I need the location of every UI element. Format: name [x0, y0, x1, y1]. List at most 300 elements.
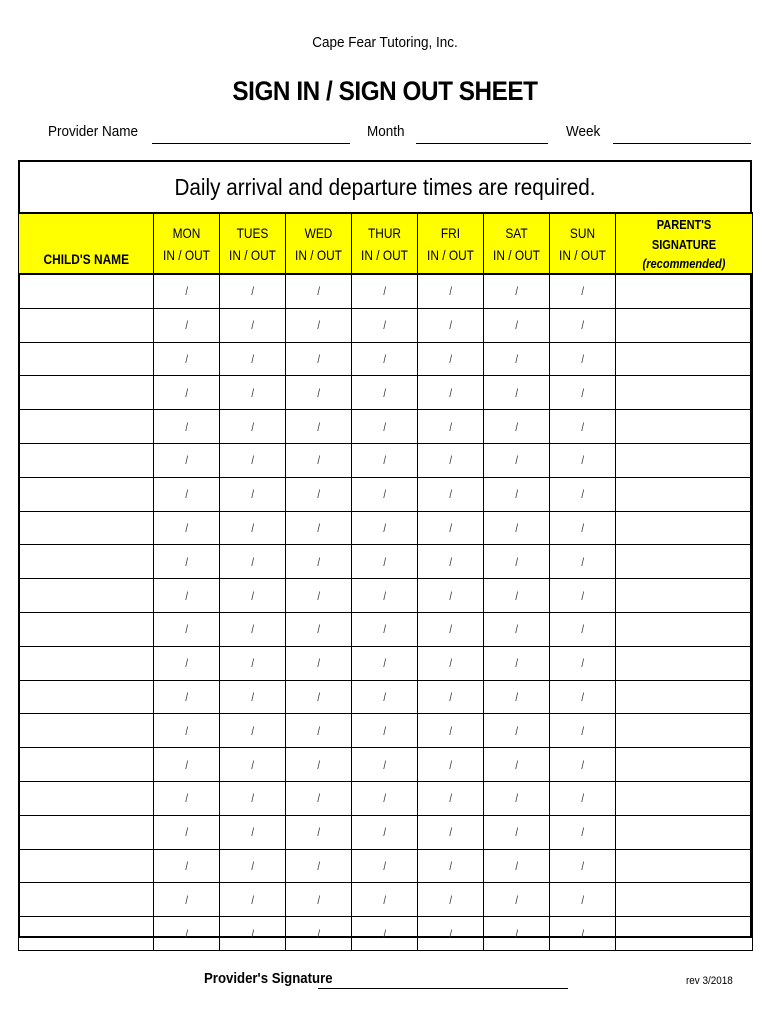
- table-row: [19, 545, 753, 579]
- time-cell-sun[interactable]: [550, 579, 616, 613]
- parent-signature-cell[interactable]: [616, 410, 753, 444]
- child-name-cell[interactable]: [19, 342, 154, 376]
- in-out-separator: /: [383, 791, 386, 806]
- time-cell-sun[interactable]: [550, 342, 616, 376]
- time-cell-thur[interactable]: [352, 917, 418, 951]
- time-cell-wed[interactable]: [286, 308, 352, 342]
- time-cell-sat[interactable]: [484, 443, 550, 477]
- in-out-separator: /: [449, 723, 452, 738]
- time-cell-mon[interactable]: [154, 545, 220, 579]
- in-out-separator: /: [383, 554, 386, 569]
- time-cell-sun[interactable]: [550, 714, 616, 748]
- in-out-separator: /: [383, 284, 386, 299]
- time-cell-sat[interactable]: [484, 376, 550, 410]
- parents-signature-header: PARENT'S SIGNATURE (recommended): [616, 213, 753, 274]
- time-cell-wed[interactable]: [286, 883, 352, 917]
- time-cell-mon[interactable]: [154, 274, 220, 308]
- in-out-separator: /: [185, 892, 188, 907]
- in-out-separator: /: [449, 385, 452, 400]
- in-out-separator: /: [515, 791, 518, 806]
- time-cell-fri[interactable]: [418, 579, 484, 613]
- time-cell-thur[interactable]: [352, 579, 418, 613]
- time-cell-fri[interactable]: [418, 342, 484, 376]
- time-cell-thur[interactable]: [352, 308, 418, 342]
- time-cell-sun[interactable]: [550, 443, 616, 477]
- child-name-cell[interactable]: [19, 714, 154, 748]
- in-out-separator: /: [449, 284, 452, 299]
- in-out-separator: /: [251, 588, 254, 603]
- table-header-row: [19, 213, 753, 274]
- time-cell-sun[interactable]: [550, 680, 616, 714]
- time-cell-mon[interactable]: [154, 748, 220, 782]
- table-row: [19, 410, 753, 444]
- table-row: [19, 612, 753, 646]
- time-cell-wed[interactable]: [286, 511, 352, 545]
- in-out-separator: /: [185, 588, 188, 603]
- parent-signature-cell[interactable]: [616, 545, 753, 579]
- time-cell-thur[interactable]: [352, 511, 418, 545]
- in-out-separator: /: [383, 825, 386, 840]
- time-cell-mon[interactable]: [154, 443, 220, 477]
- parent-signature-cell[interactable]: [616, 612, 753, 646]
- time-cell-sat[interactable]: [484, 917, 550, 951]
- in-out-separator: /: [581, 453, 584, 468]
- time-cell-thur[interactable]: [352, 612, 418, 646]
- day-header-sun: SUN IN / OUT: [550, 213, 616, 274]
- in-out-separator: /: [251, 453, 254, 468]
- child-name-cell[interactable]: [19, 376, 154, 410]
- in-out-separator: /: [449, 351, 452, 366]
- child-name-cell[interactable]: [19, 748, 154, 782]
- in-out-separator: /: [251, 757, 254, 772]
- in-out-separator: /: [251, 825, 254, 840]
- time-cell-sat[interactable]: [484, 646, 550, 680]
- time-cell-fri[interactable]: [418, 714, 484, 748]
- time-cell-mon[interactable]: [154, 883, 220, 917]
- in-out-separator: /: [185, 351, 188, 366]
- time-cell-fri[interactable]: [418, 511, 484, 545]
- time-cell-fri[interactable]: [418, 849, 484, 883]
- day-header-thur: THUR IN / OUT: [352, 213, 418, 274]
- child-name-cell[interactable]: [19, 545, 154, 579]
- in-out-separator: /: [515, 385, 518, 400]
- table-row: [19, 579, 753, 613]
- table-row: [19, 883, 753, 917]
- time-cell-fri[interactable]: [418, 680, 484, 714]
- in-out-separator: /: [581, 723, 584, 738]
- time-cell-sat[interactable]: [484, 410, 550, 444]
- time-cell-fri[interactable]: [418, 781, 484, 815]
- in-out-separator: /: [317, 351, 320, 366]
- time-cell-thur[interactable]: [352, 883, 418, 917]
- time-cell-tues[interactable]: [220, 410, 286, 444]
- in-out-separator: /: [317, 554, 320, 569]
- time-cell-wed[interactable]: [286, 612, 352, 646]
- time-cell-mon[interactable]: [154, 714, 220, 748]
- parent-signature-cell[interactable]: [616, 680, 753, 714]
- time-cell-tues[interactable]: [220, 545, 286, 579]
- time-cell-wed[interactable]: [286, 376, 352, 410]
- child-name-cell[interactable]: [19, 477, 154, 511]
- in-out-separator: /: [185, 385, 188, 400]
- in-out-separator: /: [317, 656, 320, 671]
- time-cell-thur[interactable]: [352, 849, 418, 883]
- in-out-separator: /: [185, 723, 188, 738]
- in-out-separator: /: [449, 520, 452, 535]
- time-cell-mon[interactable]: [154, 815, 220, 849]
- in-out-separator: /: [317, 520, 320, 535]
- providers-signature-field[interactable]: [318, 988, 568, 989]
- in-out-separator: /: [317, 487, 320, 502]
- table-row: [19, 917, 753, 951]
- time-cell-sat[interactable]: [484, 579, 550, 613]
- time-cell-wed[interactable]: [286, 646, 352, 680]
- in-out-separator: /: [581, 351, 584, 366]
- time-cell-tues[interactable]: [220, 443, 286, 477]
- table-row: [19, 680, 753, 714]
- in-out-separator: /: [515, 825, 518, 840]
- in-out-separator: /: [581, 284, 584, 299]
- child-name-cell[interactable]: [19, 815, 154, 849]
- parent-signature-cell[interactable]: [616, 511, 753, 545]
- in-out-separator: /: [185, 453, 188, 468]
- in-out-separator: /: [185, 757, 188, 772]
- in-out-separator: /: [383, 723, 386, 738]
- time-cell-tues[interactable]: [220, 646, 286, 680]
- time-cell-wed[interactable]: [286, 781, 352, 815]
- parent-signature-cell[interactable]: [616, 477, 753, 511]
- time-cell-sat[interactable]: [484, 748, 550, 782]
- in-out-separator: /: [383, 385, 386, 400]
- child-name-cell[interactable]: [19, 579, 154, 613]
- time-cell-sat[interactable]: [484, 680, 550, 714]
- parent-signature-cell[interactable]: [616, 781, 753, 815]
- in-out-separator: /: [581, 689, 584, 704]
- time-cell-sun[interactable]: [550, 815, 616, 849]
- child-name-cell[interactable]: [19, 781, 154, 815]
- revision-note: rev 3/2018: [686, 975, 733, 987]
- time-cell-tues[interactable]: [220, 849, 286, 883]
- time-cell-sat[interactable]: [484, 477, 550, 511]
- time-cell-sun[interactable]: [550, 545, 616, 579]
- child-name-cell[interactable]: [19, 612, 154, 646]
- time-cell-mon[interactable]: [154, 646, 220, 680]
- child-name-cell[interactable]: [19, 274, 154, 308]
- time-cell-wed[interactable]: [286, 849, 352, 883]
- in-out-separator: /: [251, 419, 254, 434]
- in-out-separator: /: [515, 858, 518, 873]
- day-header-mon: MON IN / OUT: [154, 213, 220, 274]
- time-cell-fri[interactable]: [418, 274, 484, 308]
- time-cell-thur[interactable]: [352, 646, 418, 680]
- time-cell-sat[interactable]: [484, 849, 550, 883]
- month-field[interactable]: [416, 143, 548, 144]
- time-cell-mon[interactable]: [154, 376, 220, 410]
- time-cell-tues[interactable]: [220, 917, 286, 951]
- parent-signature-cell[interactable]: [616, 376, 753, 410]
- time-cell-mon[interactable]: [154, 342, 220, 376]
- in-out-separator: /: [581, 520, 584, 535]
- time-cell-fri[interactable]: [418, 410, 484, 444]
- week-label: Week: [566, 123, 601, 140]
- page-title: SIGN IN / SIGN OUT SHEET: [232, 76, 538, 106]
- in-out-separator: /: [317, 588, 320, 603]
- in-out-separator: /: [185, 791, 188, 806]
- time-cell-tues[interactable]: [220, 748, 286, 782]
- time-cell-sun[interactable]: [550, 849, 616, 883]
- day-header-wed: WED IN / OUT: [286, 213, 352, 274]
- in-out-separator: /: [383, 892, 386, 907]
- in-out-separator: /: [185, 858, 188, 873]
- in-out-separator: /: [449, 892, 452, 907]
- in-out-separator: /: [185, 318, 188, 333]
- time-cell-sun[interactable]: [550, 781, 616, 815]
- time-cell-thur[interactable]: [352, 545, 418, 579]
- in-out-separator: /: [251, 487, 254, 502]
- time-cell-wed[interactable]: [286, 274, 352, 308]
- time-cell-tues[interactable]: [220, 680, 286, 714]
- time-cell-thur[interactable]: [352, 477, 418, 511]
- in-out-separator: /: [185, 419, 188, 434]
- in-out-separator: /: [383, 351, 386, 366]
- time-cell-mon[interactable]: [154, 680, 220, 714]
- in-out-separator: /: [581, 419, 584, 434]
- in-out-separator: /: [383, 520, 386, 535]
- time-cell-mon[interactable]: [154, 849, 220, 883]
- time-cell-sat[interactable]: [484, 342, 550, 376]
- parent-signature-cell[interactable]: [616, 342, 753, 376]
- in-out-separator: /: [515, 520, 518, 535]
- child-name-cell[interactable]: [19, 410, 154, 444]
- time-cell-thur[interactable]: [352, 748, 418, 782]
- in-out-separator: /: [383, 622, 386, 637]
- time-cell-sat[interactable]: [484, 511, 550, 545]
- in-out-separator: /: [515, 284, 518, 299]
- in-out-separator: /: [515, 892, 518, 907]
- in-out-separator: /: [317, 858, 320, 873]
- time-cell-fri[interactable]: [418, 443, 484, 477]
- in-out-separator: /: [383, 487, 386, 502]
- in-out-separator: /: [251, 622, 254, 637]
- time-cell-wed[interactable]: [286, 579, 352, 613]
- parent-signature-cell[interactable]: [616, 443, 753, 477]
- time-cell-thur[interactable]: [352, 410, 418, 444]
- time-cell-wed[interactable]: [286, 680, 352, 714]
- table-row: [19, 511, 753, 545]
- time-cell-tues[interactable]: [220, 342, 286, 376]
- time-cell-sun[interactable]: [550, 308, 616, 342]
- table-row: [19, 342, 753, 376]
- time-cell-thur[interactable]: [352, 781, 418, 815]
- in-out-separator: /: [515, 757, 518, 772]
- in-out-separator: /: [581, 318, 584, 333]
- parent-signature-cell[interactable]: [616, 274, 753, 308]
- time-cell-sun[interactable]: [550, 376, 616, 410]
- time-cell-sun[interactable]: [550, 511, 616, 545]
- time-cell-wed[interactable]: [286, 917, 352, 951]
- time-cell-fri[interactable]: [418, 477, 484, 511]
- time-cell-mon[interactable]: [154, 612, 220, 646]
- in-out-separator: /: [185, 554, 188, 569]
- in-out-separator: /: [383, 689, 386, 704]
- time-cell-sat[interactable]: [484, 612, 550, 646]
- parent-signature-cell[interactable]: [616, 815, 753, 849]
- parent-signature-cell[interactable]: [616, 646, 753, 680]
- time-cell-sat[interactable]: [484, 883, 550, 917]
- time-cell-thur[interactable]: [352, 376, 418, 410]
- time-cell-tues[interactable]: [220, 511, 286, 545]
- time-cell-wed[interactable]: [286, 714, 352, 748]
- in-out-separator: /: [515, 926, 518, 941]
- time-cell-sun[interactable]: [550, 410, 616, 444]
- in-out-separator: /: [581, 757, 584, 772]
- time-cell-mon[interactable]: [154, 477, 220, 511]
- time-cell-sat[interactable]: [484, 815, 550, 849]
- time-cell-thur[interactable]: [352, 443, 418, 477]
- time-cell-fri[interactable]: [418, 545, 484, 579]
- parent-signature-cell[interactable]: [616, 748, 753, 782]
- child-name-cell[interactable]: [19, 443, 154, 477]
- in-out-separator: /: [449, 554, 452, 569]
- time-cell-sun[interactable]: [550, 646, 616, 680]
- parent-signature-cell[interactable]: [616, 849, 753, 883]
- provider-name-field[interactable]: [152, 143, 350, 144]
- time-cell-fri[interactable]: [418, 646, 484, 680]
- in-out-separator: /: [449, 689, 452, 704]
- in-out-separator: /: [449, 318, 452, 333]
- child-name-cell[interactable]: [19, 917, 154, 951]
- time-cell-wed[interactable]: [286, 477, 352, 511]
- time-cell-mon[interactable]: [154, 917, 220, 951]
- in-out-separator: /: [317, 892, 320, 907]
- in-out-separator: /: [581, 656, 584, 671]
- child-name-cell[interactable]: [19, 680, 154, 714]
- time-cell-tues[interactable]: [220, 579, 286, 613]
- in-out-separator: /: [185, 656, 188, 671]
- in-out-separator: /: [581, 622, 584, 637]
- time-cell-sat[interactable]: [484, 545, 550, 579]
- in-out-separator: /: [317, 723, 320, 738]
- time-cell-tues[interactable]: [220, 883, 286, 917]
- table-row: [19, 849, 753, 883]
- time-cell-tues[interactable]: [220, 781, 286, 815]
- month-label: Month: [367, 123, 405, 140]
- time-cell-fri[interactable]: [418, 308, 484, 342]
- in-out-separator: /: [515, 723, 518, 738]
- time-cell-sun[interactable]: [550, 612, 616, 646]
- time-cell-sun[interactable]: [550, 917, 616, 951]
- in-out-separator: /: [449, 825, 452, 840]
- time-cell-wed[interactable]: [286, 545, 352, 579]
- time-cell-tues[interactable]: [220, 612, 286, 646]
- time-cell-mon[interactable]: [154, 308, 220, 342]
- in-out-separator: /: [581, 892, 584, 907]
- in-out-separator: /: [251, 723, 254, 738]
- time-cell-tues[interactable]: [220, 376, 286, 410]
- in-out-separator: /: [449, 588, 452, 603]
- in-out-separator: /: [449, 926, 452, 941]
- in-out-separator: /: [515, 622, 518, 637]
- time-cell-sun[interactable]: [550, 274, 616, 308]
- in-out-separator: /: [383, 419, 386, 434]
- time-cell-thur[interactable]: [352, 680, 418, 714]
- parent-signature-cell[interactable]: [616, 308, 753, 342]
- time-cell-thur[interactable]: [352, 714, 418, 748]
- time-cell-wed[interactable]: [286, 815, 352, 849]
- time-cell-thur[interactable]: [352, 342, 418, 376]
- time-cell-sun[interactable]: [550, 883, 616, 917]
- parent-signature-cell[interactable]: [616, 883, 753, 917]
- parent-signature-cell[interactable]: [616, 579, 753, 613]
- table-row: [19, 376, 753, 410]
- time-cell-wed[interactable]: [286, 443, 352, 477]
- time-cell-sat[interactable]: [484, 308, 550, 342]
- in-out-separator: /: [383, 926, 386, 941]
- in-out-separator: /: [185, 487, 188, 502]
- time-cell-wed[interactable]: [286, 748, 352, 782]
- time-cell-thur[interactable]: [352, 815, 418, 849]
- time-cell-tues[interactable]: [220, 308, 286, 342]
- child-name-cell[interactable]: [19, 849, 154, 883]
- time-cell-wed[interactable]: [286, 410, 352, 444]
- in-out-separator: /: [251, 926, 254, 941]
- time-cell-fri[interactable]: [418, 376, 484, 410]
- time-cell-tues[interactable]: [220, 815, 286, 849]
- time-cell-mon[interactable]: [154, 511, 220, 545]
- time-cell-sat[interactable]: [484, 781, 550, 815]
- time-cell-wed[interactable]: [286, 342, 352, 376]
- in-out-separator: /: [515, 588, 518, 603]
- time-cell-tues[interactable]: [220, 274, 286, 308]
- week-field[interactable]: [613, 143, 751, 144]
- time-cell-sat[interactable]: [484, 274, 550, 308]
- time-cell-sun[interactable]: [550, 477, 616, 511]
- in-out-separator: /: [449, 622, 452, 637]
- child-name-cell[interactable]: [19, 308, 154, 342]
- time-cell-mon[interactable]: [154, 781, 220, 815]
- in-out-separator: /: [449, 419, 452, 434]
- in-out-separator: /: [449, 487, 452, 502]
- in-out-separator: /: [581, 858, 584, 873]
- time-cell-mon[interactable]: [154, 579, 220, 613]
- in-out-separator: /: [251, 351, 254, 366]
- in-out-separator: /: [251, 791, 254, 806]
- time-cell-mon[interactable]: [154, 410, 220, 444]
- parent-signature-cell[interactable]: [616, 714, 753, 748]
- time-cell-thur[interactable]: [352, 274, 418, 308]
- time-cell-fri[interactable]: [418, 883, 484, 917]
- in-out-separator: /: [515, 453, 518, 468]
- child-name-cell[interactable]: [19, 511, 154, 545]
- time-cell-tues[interactable]: [220, 477, 286, 511]
- time-cell-fri[interactable]: [418, 815, 484, 849]
- in-out-separator: /: [581, 385, 584, 400]
- parent-signature-cell[interactable]: [616, 917, 753, 951]
- time-cell-fri[interactable]: [418, 612, 484, 646]
- time-cell-sat[interactable]: [484, 714, 550, 748]
- time-cell-tues[interactable]: [220, 714, 286, 748]
- child-name-cell[interactable]: [19, 883, 154, 917]
- time-cell-sun[interactable]: [550, 748, 616, 782]
- table-row: [19, 308, 753, 342]
- child-name-cell[interactable]: [19, 646, 154, 680]
- in-out-separator: /: [251, 689, 254, 704]
- in-out-separator: /: [251, 520, 254, 535]
- time-cell-fri[interactable]: [418, 748, 484, 782]
- time-cell-fri[interactable]: [418, 917, 484, 951]
- in-out-separator: /: [383, 588, 386, 603]
- in-out-separator: /: [383, 656, 386, 671]
